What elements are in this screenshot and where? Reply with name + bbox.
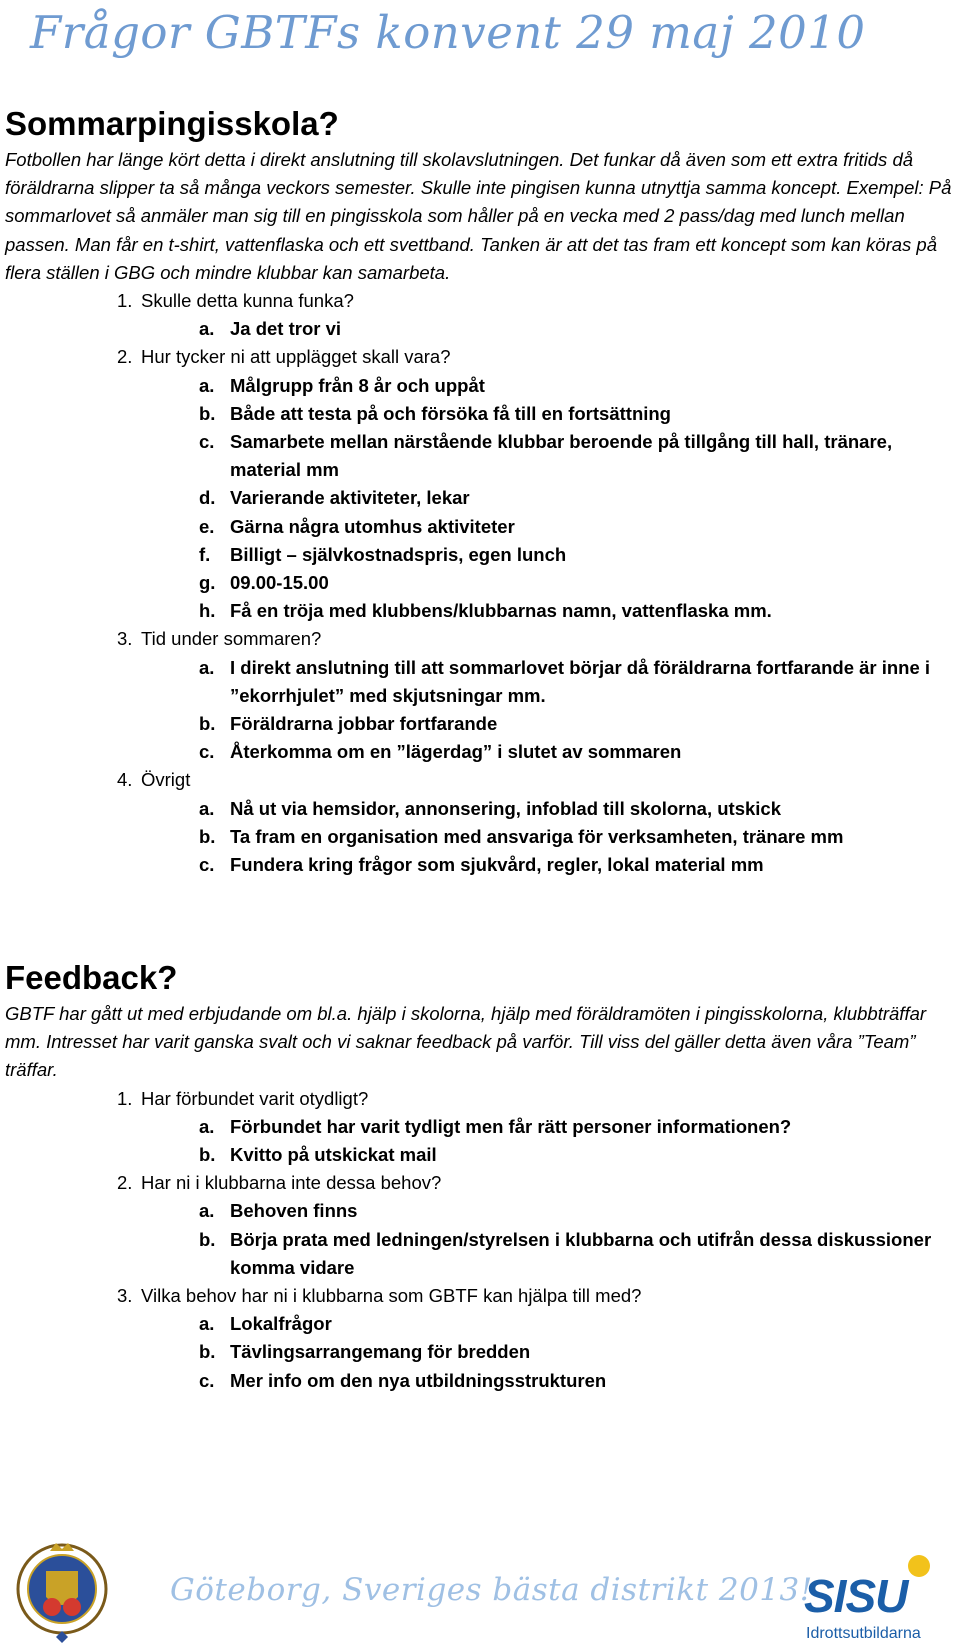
answer-item	[199, 400, 953, 428]
answer-letter: a.	[199, 656, 215, 678]
answer-text: Målgrupp från 8 år och uppåt	[230, 374, 485, 396]
answer-item	[199, 1338, 953, 1366]
answer-letter: h.	[199, 600, 216, 622]
answer-letter: a.	[199, 1313, 215, 1335]
answer-letter: g.	[199, 572, 216, 594]
question-item	[117, 287, 953, 315]
answer-text: Föräldrarna jobbar fortfarande	[230, 713, 498, 735]
answer-text: Gärna några utomhus aktiviteter	[230, 515, 515, 537]
answer-item	[199, 372, 953, 400]
section-feedback	[5, 958, 953, 1395]
answer-text: Lokalfrågor	[230, 1313, 332, 1335]
answer-letter: a.	[199, 374, 215, 396]
answer-text: Tävlingsarrangemang för bredden	[230, 1341, 531, 1363]
answer-text: Förbundet har varit tydligt men får rätt personer informationen?	[230, 1115, 792, 1137]
answer-text: Behoven finns	[230, 1200, 358, 1222]
answer-item	[199, 1113, 953, 1141]
answer-text: Samarbete mellan närstående klubbar beroende på tillgång till hall, tränare, material mm	[230, 431, 893, 481]
answer-letter: f.	[199, 543, 211, 565]
question-number: 4.	[117, 769, 133, 791]
question-item	[117, 766, 953, 794]
answer-item	[199, 738, 953, 766]
answer-text: Kvitto på utskickat mail	[230, 1144, 437, 1166]
question-item	[117, 343, 953, 371]
answer-letter: b.	[199, 713, 216, 735]
answer-item	[199, 654, 953, 710]
answer-letter: a.	[199, 1200, 215, 1222]
question-item	[117, 625, 953, 653]
answer-text: Återkomma om en ”lägerdag” i slutet av sommaren	[230, 741, 682, 763]
gbtf-crest-logo	[16, 1541, 108, 1645]
sisu-logo	[800, 1555, 956, 1645]
section-heading: Feedback?	[5, 959, 178, 996]
section-intro: Fotbollen har länge kört detta i direkt anslutning till skolavslutningen. Det funkar då även som ett extra fritids då föräldrarna slipper ta så många veckors semester. Skulle inte pingisen kunna utnyttja samma koncept. Exempel: På sommarlovet så anmäler man sig till en pingisskola som håller på en vecka med 2 pass/dag med lunch mellan passen. Man får en t-shirt, vattenflaska och ett svettband. Tanken är att det tas fram ett koncept som kan köras på flera ställen i GBG och mindre klubbar kan samarbeta.	[5, 149, 952, 283]
question-text: Skulle detta kunna funka?	[141, 290, 354, 312]
answer-letter: b.	[199, 1228, 216, 1250]
answer-item	[199, 513, 953, 541]
answer-letter: c.	[199, 741, 215, 763]
question-text: Har förbundet varit otydligt?	[141, 1087, 369, 1109]
answer-text: Mer info om den nya utbildningsstrukturen	[230, 1369, 607, 1391]
answer-letter: b.	[199, 402, 216, 424]
answer-text: Billigt – självkostnadspris, egen lunch	[230, 543, 567, 565]
section-heading: Sommarpingisskola?	[5, 105, 339, 142]
answer-letter: c.	[199, 1369, 215, 1391]
answer-item	[199, 315, 953, 343]
answer-item	[199, 1310, 953, 1338]
answer-text: Fundera kring frågor som sjukvård, regler, lokal material mm	[230, 854, 764, 876]
answer-letter: c.	[199, 854, 215, 876]
answer-item	[199, 1141, 953, 1169]
answer-item	[199, 597, 953, 625]
answer-text: Nå ut via hemsidor, annonsering, infoblad till skolorna, utskick	[230, 797, 781, 819]
answer-letter: e.	[199, 515, 215, 537]
answer-item	[199, 1367, 953, 1395]
question-list	[5, 1085, 953, 1395]
answer-item	[199, 1197, 953, 1225]
question-text: Hur tycker ni att upplägget skall vara?	[141, 346, 451, 368]
question-number: 3.	[117, 628, 133, 650]
answer-text: Varierande aktiviteter, lekar	[230, 487, 470, 509]
answer-item	[199, 569, 953, 597]
answer-item	[199, 851, 953, 879]
answer-item	[199, 823, 953, 851]
question-number: 1.	[117, 1087, 133, 1109]
answer-text: Få en tröja med klubbens/klubbarnas namn, vattenflaska mm.	[230, 600, 772, 622]
answer-item	[199, 710, 953, 738]
section-intro: GBTF har gått ut med erbjudande om bl.a. hjälp i skolorna, hjälp med föräldramöten i pingisskolorna, klubbträffar mm. Intresset har varit ganska svalt och vi saknar feedback på varför. Till viss del gäller detta även våra ”Team” träffar.	[5, 1003, 927, 1081]
answer-item	[199, 795, 953, 823]
question-number: 1.	[117, 290, 133, 312]
question-item	[117, 1282, 953, 1310]
answer-letter: b.	[199, 1341, 216, 1363]
document-title: Frågor GBTFs konvent 29 maj 2010	[30, 6, 866, 59]
answer-letter: a.	[199, 797, 215, 819]
question-number: 2.	[117, 346, 133, 368]
answer-text: Ja det tror vi	[230, 318, 342, 340]
answer-text: Ta fram en organisation med ansvariga för verksamheten, tränare mm	[230, 825, 844, 847]
question-number: 2.	[117, 1172, 133, 1194]
question-text: Har ni i klubbarna inte dessa behov?	[141, 1172, 442, 1194]
sisu-ball-icon	[908, 1555, 930, 1577]
footer-slogan: Göteborg, Sveriges bästa distrikt 2013!	[170, 1572, 813, 1608]
question-number: 3.	[117, 1285, 133, 1307]
sisu-subtitle: Idrottsutbildarna	[806, 1625, 921, 1642]
answer-text: Börja prata med ledningen/styrelsen i klubbarna och utifrån dessa diskussioner komma vidare	[230, 1228, 932, 1278]
answer-letter: a.	[199, 1115, 215, 1137]
question-text: Vilka behov har ni i klubbarna som GBTF kan hjälpa till med?	[141, 1285, 642, 1307]
answer-text: Både att testa på och försöka få till en fortsättning	[230, 402, 671, 424]
answer-item	[199, 428, 953, 484]
question-text: Övrigt	[141, 769, 191, 791]
question-list	[5, 287, 953, 879]
answer-item	[199, 484, 953, 512]
answer-text: 09.00-15.00	[230, 572, 329, 594]
answer-letter: b.	[199, 825, 216, 847]
answer-item	[199, 1226, 953, 1282]
answer-item	[199, 541, 953, 569]
answer-letter: a.	[199, 318, 215, 340]
answer-text: I direkt anslutning till att sommarlovet börjar då föräldrarna fortfarande är inne i ”ekorrhjulet” med skjutsningar mm.	[230, 656, 931, 706]
question-item	[117, 1085, 953, 1113]
section-sommarpingisskola	[5, 104, 953, 879]
answer-letter: b.	[199, 1144, 216, 1166]
question-text: Tid under sommaren?	[141, 628, 322, 650]
answer-letter: c.	[199, 431, 215, 453]
answer-letter: d.	[199, 487, 216, 509]
sisu-logo-text: SISU	[804, 1570, 908, 1622]
question-item	[117, 1169, 953, 1197]
